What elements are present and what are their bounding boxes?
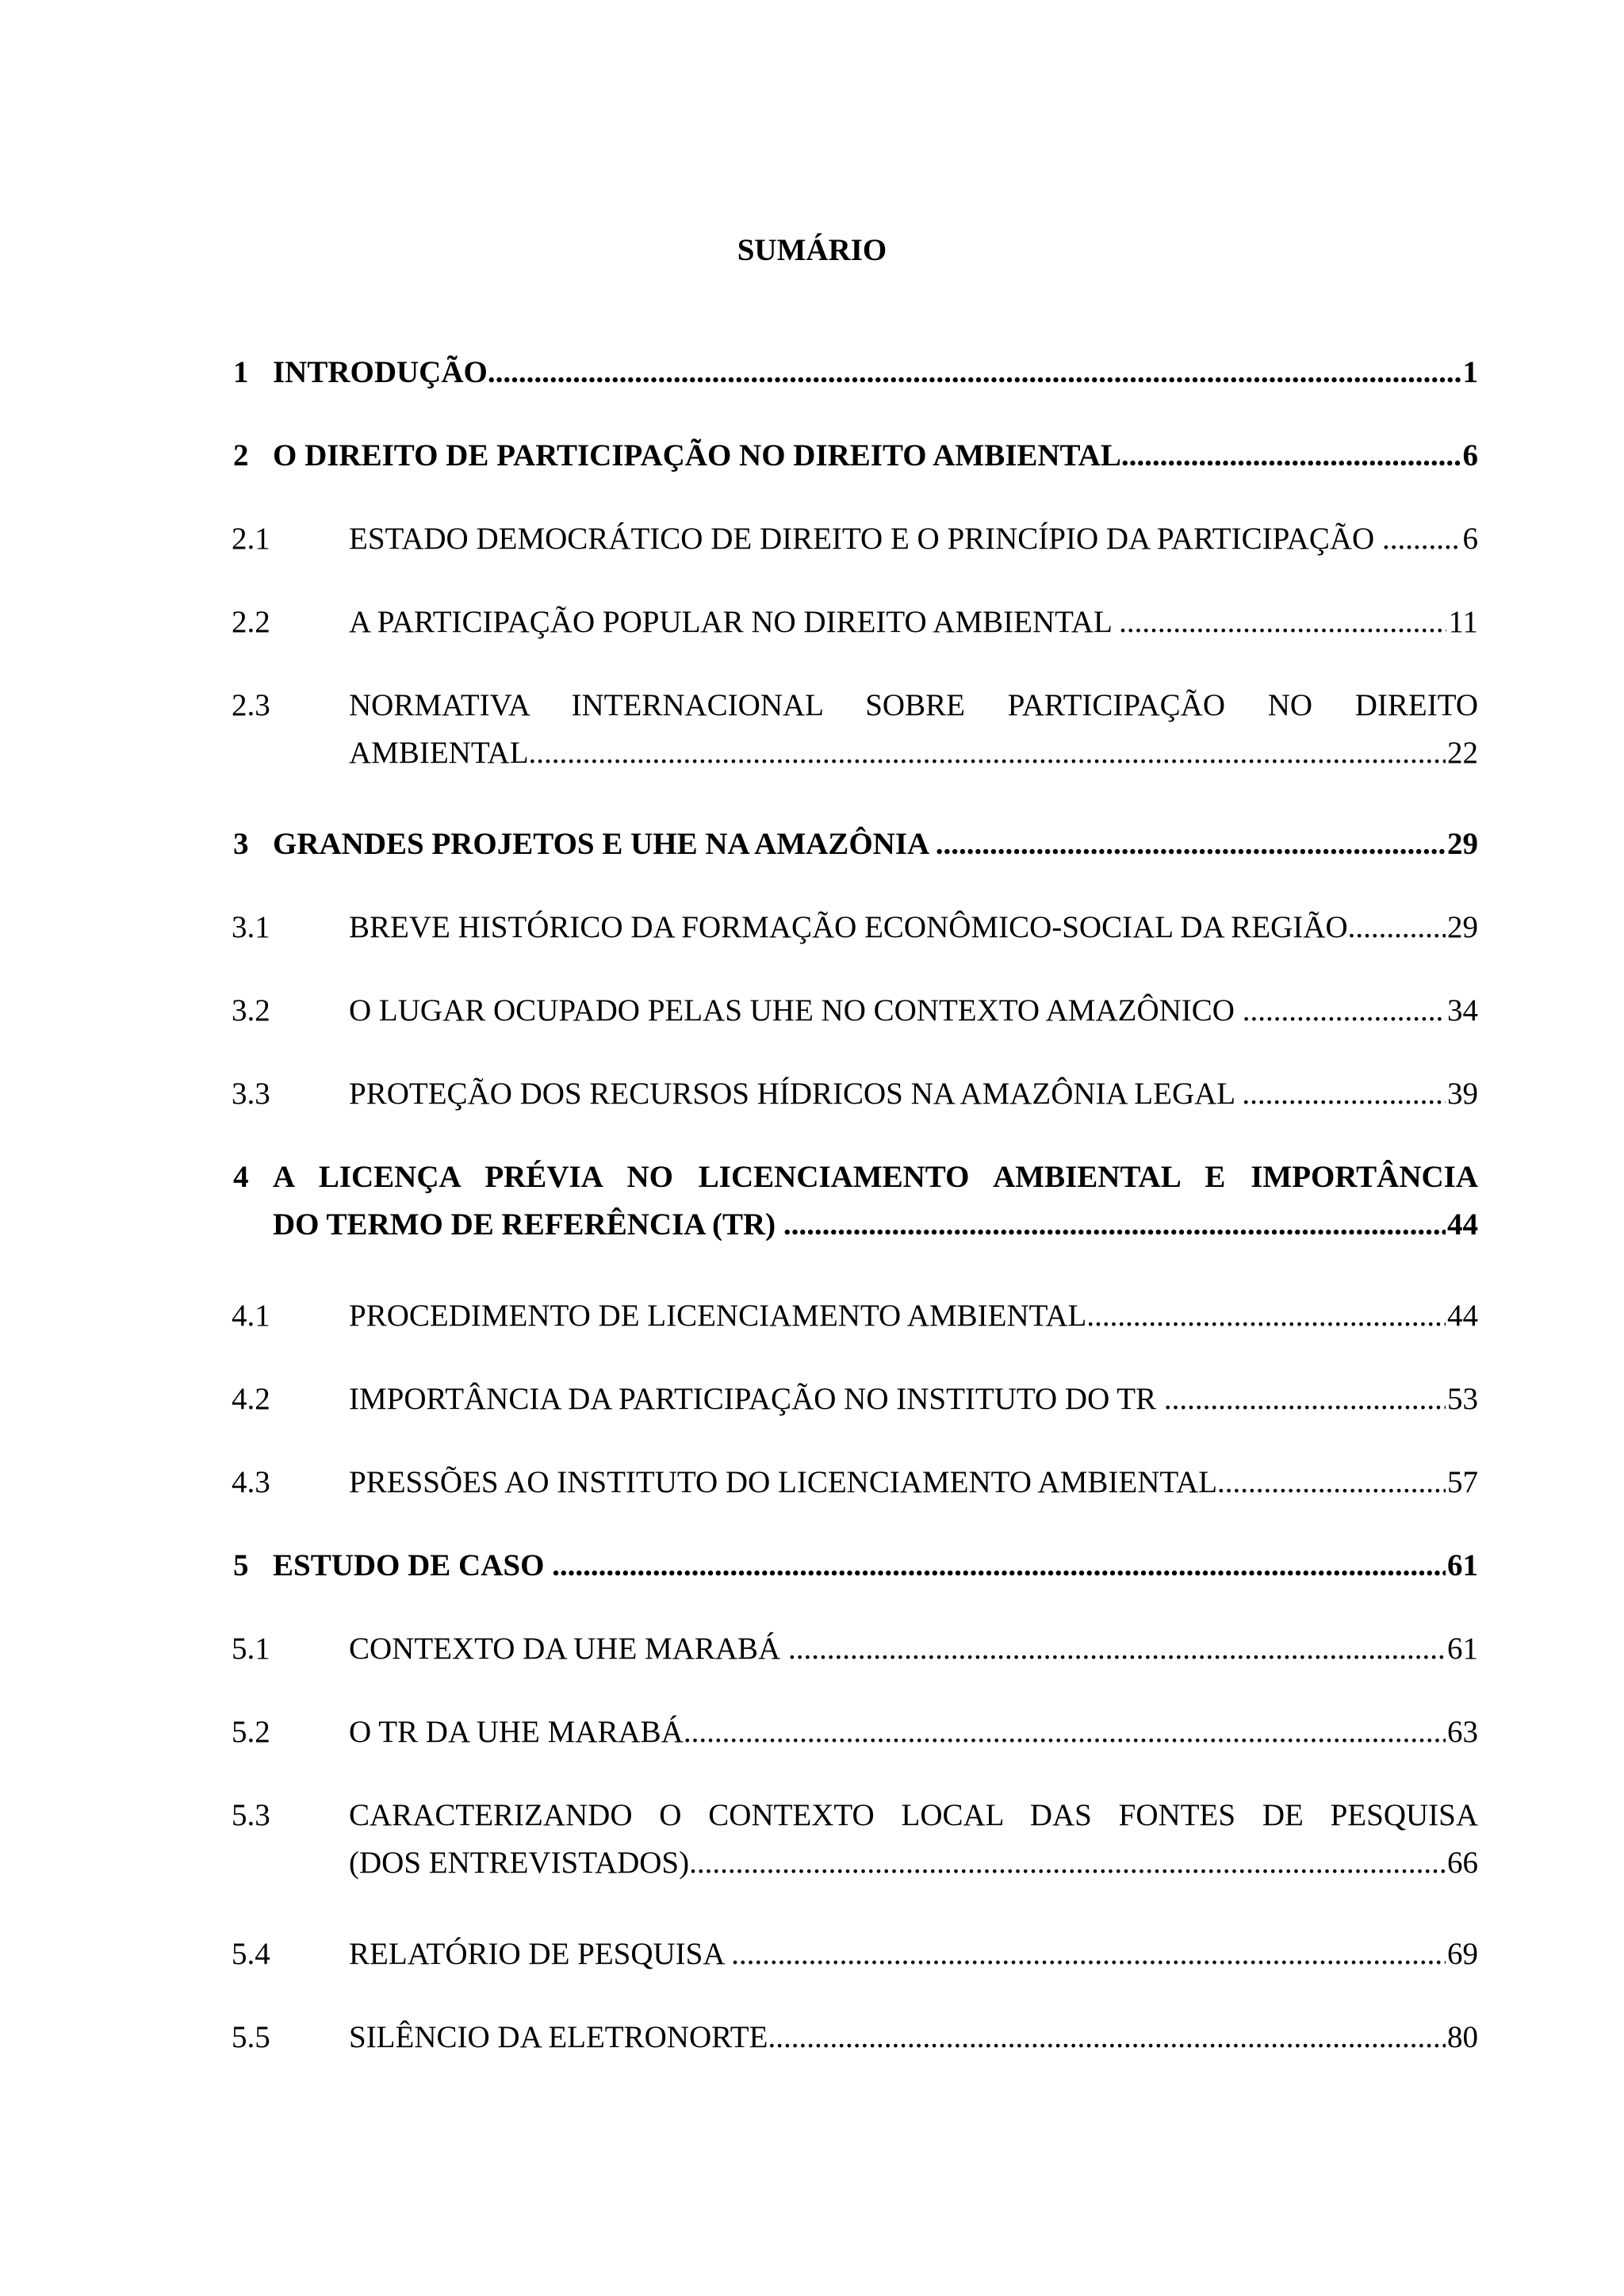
toc-entry-line [349, 1709, 1478, 1756]
toc-entry-title: BREVE HISTÓRICO DA FORMAÇÃO ECONÔMICO-SOCIAL DA REGIÃO [349, 910, 1348, 944]
page-title: SUMÁRIO [737, 233, 887, 267]
toc-page-number: 39 [1447, 1077, 1478, 1111]
toc-page-number: 80 [1447, 2020, 1478, 2054]
toc-entry-line [349, 515, 1478, 563]
toc-page-number: 53 [1447, 1382, 1478, 1416]
toc-dot-leader [936, 821, 1446, 868]
toc-dot-leader [1121, 432, 1461, 480]
toc-dot-leader [1119, 599, 1446, 646]
toc-entry-body [273, 821, 1478, 868]
toc-entry-number: 5.5 [232, 2020, 270, 2054]
toc-dot-leader [788, 1625, 1446, 1673]
toc-entry-body [349, 515, 1478, 563]
toc-entry-line: NORMATIVA INTERNACIONAL SOBRE PARTICIPAÇÃO NO DIREITO [349, 688, 1478, 722]
toc-page-number: 69 [1447, 1937, 1478, 1971]
toc-entry-body [349, 1070, 1478, 1118]
toc-entry-title: O TR DA UHE MARABÁ [349, 1715, 684, 1749]
toc-entry-body [349, 1625, 1478, 1673]
toc-entry-title: A PARTICIPAÇÃO POPULAR NO DIREITO AMBIENTAL [349, 605, 1120, 639]
toc-entry-body [349, 599, 1478, 646]
toc-entry-number: 5.3 [232, 1798, 270, 1832]
toc-entry-title: SILÊNCIO DA ELETRONORTE [349, 2020, 768, 2054]
toc-entry-number: 2.3 [232, 688, 270, 722]
toc-entry-number: 2.2 [232, 605, 270, 639]
toc-entry-line [349, 1292, 1478, 1340]
toc-entry-number: 5.4 [232, 1937, 270, 1971]
toc-page-number: 61 [1447, 1548, 1478, 1582]
toc-dot-leader [529, 729, 1446, 777]
toc-entry-line [349, 1070, 1478, 1118]
toc-entry-body [349, 682, 1478, 777]
toc-entry-number: 3.3 [232, 1077, 270, 1111]
toc-entry-line [349, 1459, 1478, 1506]
toc-entry-number: 3 [233, 827, 249, 861]
toc-entry-line [273, 821, 1478, 868]
toc-entry-line [349, 904, 1478, 951]
toc-dot-leader [1348, 904, 1446, 951]
toc-entry-body [349, 987, 1478, 1035]
toc-dot-leader [689, 1839, 1446, 1887]
toc-entry-line [349, 729, 1478, 777]
toc-entry-line [273, 349, 1478, 396]
toc-dot-leader [1164, 1376, 1446, 1423]
toc-entry-number: 5.1 [232, 1632, 270, 1666]
toc-dot-leader [1086, 1292, 1446, 1340]
toc-entry-number: 4.2 [232, 1382, 270, 1416]
toc-dot-leader [1382, 515, 1461, 563]
toc-dot-leader [488, 349, 1461, 396]
toc-entry-number: 5 [233, 1548, 249, 1582]
toc-dot-leader [552, 1542, 1446, 1590]
toc-page-number: 66 [1447, 1846, 1478, 1880]
toc-page-number: 44 [1447, 1299, 1478, 1333]
toc-page-number: 1 [1462, 355, 1478, 389]
toc-page-number: 29 [1447, 827, 1478, 861]
toc-page-number: 61 [1447, 1632, 1478, 1666]
toc-entry-line [349, 1839, 1478, 1887]
toc-entry-line: A LICENÇA PRÉVIA NO LICENCIAMENTO AMBIENTAL E IMPORTÂNCIA [273, 1160, 1478, 1194]
toc-entry-title: RELATÓRIO DE PESQUISA [349, 1937, 732, 1971]
toc-dot-leader [731, 1931, 1446, 1978]
toc-entry-body [349, 1931, 1478, 1978]
toc-dot-leader [768, 2014, 1446, 2061]
toc-entry-title: ESTUDO DE CASO [273, 1548, 553, 1582]
toc-entry-title: ESTADO DEMOCRÁTICO DE DIREITO E O PRINCÍPIO DA PARTICIPAÇÃO [349, 522, 1382, 556]
toc-entry-title: GRANDES PROJETOS E UHE NA AMAZÔNIA [273, 827, 936, 861]
toc-entry-body [349, 1709, 1478, 1756]
toc-entry-body [273, 432, 1478, 480]
toc-entry-title: O LUGAR OCUPADO PELAS UHE NO CONTEXTO AMAZÔNICO [349, 993, 1243, 1027]
toc-entry-body [349, 904, 1478, 951]
toc-entry-title: DO TERMO DE REFERÊNCIA (TR) [273, 1207, 783, 1242]
toc-entry-line [273, 1201, 1478, 1249]
toc-entry-title: AMBIENTAL [349, 736, 529, 770]
toc-page-number: 57 [1447, 1465, 1478, 1499]
toc-entry-line [349, 1931, 1478, 1978]
toc-page-number: 34 [1447, 993, 1478, 1027]
toc-entry-number: 4 [233, 1160, 249, 1194]
toc-entry-line [273, 1542, 1478, 1590]
toc-entry-number: 2 [233, 438, 249, 473]
toc-entry-number: 3.1 [232, 910, 270, 944]
toc-entry-title: INTRODUÇÃO [273, 355, 488, 389]
toc-dot-leader [1217, 1459, 1446, 1506]
toc-page-number: 63 [1447, 1715, 1478, 1749]
toc-entry-body [349, 2014, 1478, 2061]
toc-entry-title: PROTEÇÃO DOS RECURSOS HÍDRICOS NA AMAZÔNIA LEGAL [349, 1077, 1243, 1111]
toc-entry-title: PROCEDIMENTO DE LICENCIAMENTO AMBIENTAL [349, 1299, 1087, 1333]
toc-entry-body [273, 349, 1478, 396]
toc-entry-body [273, 1154, 1478, 1249]
toc-entry-title: O DIREITO DE PARTICIPAÇÃO NO DIREITO AMBIENTAL [273, 438, 1121, 473]
toc-entry-title: PRESSÕES AO INSTITUTO DO LICENCIAMENTO AMBIENTAL [349, 1465, 1218, 1499]
toc-entry-number: 4.1 [232, 1299, 270, 1333]
toc-entry-line [349, 2014, 1478, 2061]
toc-entry-line [273, 432, 1478, 480]
toc-entry-body [349, 1459, 1478, 1506]
toc-entry-line [349, 1376, 1478, 1423]
toc-page-number: 6 [1462, 522, 1478, 556]
toc-entry-number: 3.2 [232, 993, 270, 1027]
toc-dot-leader [684, 1709, 1446, 1756]
toc-page-number: 29 [1447, 910, 1478, 944]
toc-dot-leader [1242, 1070, 1446, 1118]
toc-entry-number: 5.2 [232, 1715, 270, 1749]
toc-entry-line [349, 599, 1478, 646]
toc-entry-body [349, 1376, 1478, 1423]
toc-entry-line [349, 987, 1478, 1035]
toc-entry-line: CARACTERIZANDO O CONTEXTO LOCAL DAS FONTES DE PESQUISA [349, 1798, 1478, 1832]
toc-page-number: 22 [1447, 736, 1478, 770]
toc-entry-number: 4.3 [232, 1465, 270, 1499]
toc-dot-leader [783, 1201, 1446, 1249]
toc-entry-body [349, 1792, 1478, 1887]
toc-entry-title: IMPORTÂNCIA DA PARTICIPAÇÃO NO INSTITUTO DO TR [349, 1382, 1164, 1416]
toc-dot-leader [1243, 987, 1446, 1035]
toc-entry-body [273, 1542, 1478, 1590]
toc-page-number: 11 [1448, 605, 1478, 639]
toc-entry-title: CONTEXTO DA UHE MARABÁ [349, 1632, 788, 1666]
toc-entry-number: 1 [233, 355, 249, 389]
toc-entry-number: 2.1 [232, 522, 270, 556]
toc-page-number: 6 [1462, 438, 1478, 473]
toc-entry-body [349, 1292, 1478, 1340]
toc-page-number: 44 [1447, 1207, 1478, 1242]
toc-entry-line [349, 1625, 1478, 1673]
toc-entry-title: (DOS ENTREVISTADOS) [349, 1846, 690, 1880]
